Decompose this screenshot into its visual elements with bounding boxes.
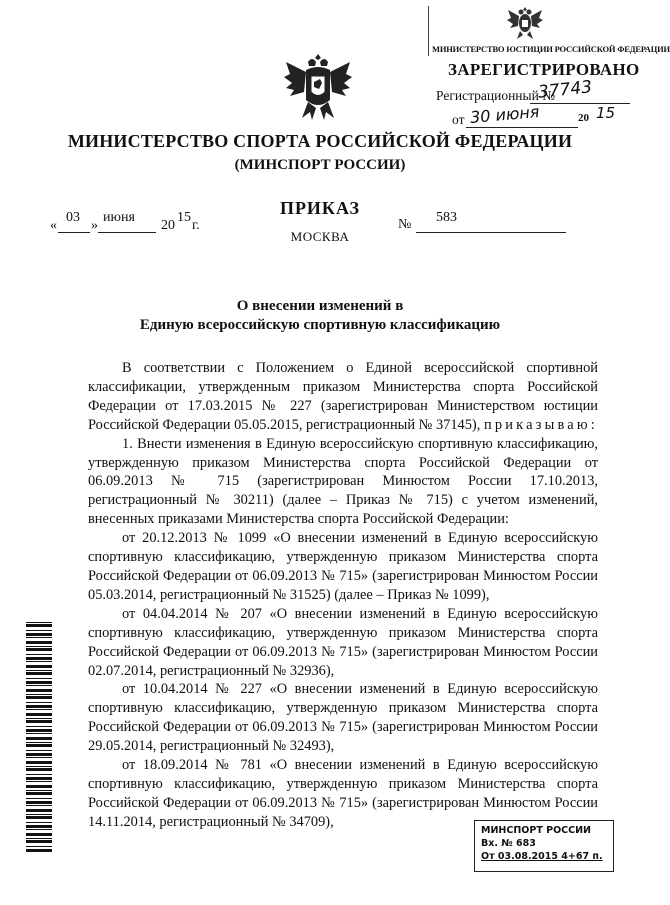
barcode-bar bbox=[26, 785, 52, 788]
order-number-underline bbox=[416, 232, 566, 233]
date-month: июня bbox=[103, 210, 135, 225]
order-number: 583 bbox=[436, 210, 457, 225]
paragraph-preamble bbox=[88, 359, 598, 435]
barcode-bar bbox=[26, 726, 52, 727]
barcode-bar bbox=[26, 654, 52, 655]
barcode-bar bbox=[26, 833, 52, 836]
preamble-text: В соответствии с Положением о Единой всероссийской спортивной классификации, утвержденным приказом Министерства спорта Российской Федерации от 17.03.2015 № 227 (зарегистрирован Министерством юстиции Российской Федерации 05.05.2015, регистрационный № 37145), bbox=[88, 360, 598, 433]
barcode-bar bbox=[26, 713, 52, 716]
order-number-sign: № bbox=[398, 217, 412, 232]
subject-line-2: Единую всероссийскую спортивную классификацию bbox=[139, 317, 501, 333]
barcode-bar bbox=[26, 792, 52, 795]
barcode-bar bbox=[26, 624, 52, 627]
date-quote-close: » bbox=[91, 218, 98, 233]
incoming-stamp-org: МИНСПОРТ РОССИИ bbox=[481, 825, 591, 836]
barcode-bar bbox=[26, 829, 52, 830]
barcode-bar bbox=[26, 646, 52, 647]
date-day: 03 bbox=[66, 210, 80, 225]
document-city: МОСКВА bbox=[290, 229, 350, 244]
date-year: 15 bbox=[177, 210, 191, 225]
stamp-coat-of-arms-icon bbox=[506, 4, 544, 42]
paragraph-amendment-781: от 18.09.2014 № 781 «О внесении изменений в Единую всероссийскую спортивную классификацию, утвержденную приказом Министерства спорта Российской Федерации от 06.09.2013 № 715» (зарегистрирован Минюстом России 14.11.2014, регистрационный № 34709), bbox=[88, 757, 598, 830]
barcode-bar bbox=[26, 761, 52, 764]
stamp-date-underline bbox=[466, 127, 578, 128]
paragraph-amendment-1099: от 20.12.2013 № 1099 «О внесении изменений в Единую всероссийскую спортивную классификацию, утвержденную приказом Министерства спорта Российской Федерации от 06.09.2013 № 715» (зарегистрирован Минюстом России 05.03.2014, регистрационный № 31525) (далее – Приказ № 1099), bbox=[88, 530, 598, 603]
paragraph-amendment-207: от 04.04.2014 № 207 «О внесении изменений в Единую всероссийскую спортивную классификацию, утвержденную приказом Министерства спорта Российской Федерации от 06.09.2013 № 715» (зарегистрирован Минюстом России 02.07.2014, регистрационный № 32936), bbox=[88, 605, 598, 679]
barcode-bar bbox=[26, 822, 52, 823]
barcode-bar bbox=[26, 670, 52, 671]
coat-of-arms-icon bbox=[282, 52, 354, 126]
barcode-bar bbox=[26, 672, 52, 675]
barcode-bar bbox=[26, 657, 52, 660]
stamp-year-handwritten: 15 bbox=[596, 104, 616, 122]
stamp-number-label: Регистрационный № bbox=[436, 88, 556, 103]
stamp-ministry-name: МИНИСТЕРСТВО ЮСТИЦИИ РОССИЙСКОЙ ФЕДЕРАЦИИ bbox=[432, 44, 670, 54]
stamp-number-handwritten: 37743 bbox=[537, 77, 593, 103]
document-subject bbox=[60, 297, 580, 335]
barcode-bar bbox=[26, 685, 52, 686]
subject-line-1: О внесении изменений в bbox=[236, 298, 404, 314]
barcode-bar bbox=[26, 750, 52, 751]
stamp-title: ЗАРЕГИСТРИРОВАНО bbox=[448, 60, 640, 79]
barcode-bar bbox=[26, 718, 52, 719]
barcode-bar bbox=[26, 630, 52, 631]
barcode-bar bbox=[26, 766, 52, 767]
barcode-bar bbox=[26, 665, 52, 668]
barcode-bar bbox=[26, 694, 52, 695]
paragraph-amendment-227: от 10.04.2014 № 227 «О внесении изменений в Единую всероссийскую спортивную классификацию, утвержденную приказом Министерства спорта Российской Федерации от 06.09.2013 № 715» (зарегистрирован Минюстом России 29.05.2014, регистрационный № 32493), bbox=[88, 681, 598, 755]
barcode-bar bbox=[26, 781, 52, 782]
barcode-bar bbox=[26, 737, 52, 740]
stamp-year-prefix: 20 bbox=[578, 112, 589, 124]
barcode-bar bbox=[26, 702, 52, 703]
barcode-bar bbox=[26, 641, 52, 644]
incoming-stamp bbox=[474, 820, 614, 872]
barcode-bar bbox=[26, 709, 52, 710]
stamp-date-handwritten: 30 июня bbox=[469, 102, 541, 127]
barcode-bar bbox=[26, 790, 52, 791]
barcode-bar bbox=[26, 705, 52, 708]
date-year-suffix: г. bbox=[192, 218, 200, 233]
barcode-bar bbox=[26, 777, 52, 780]
barcode-bar bbox=[26, 678, 52, 679]
barcode-bar bbox=[26, 768, 52, 771]
order-directive: приказываю: bbox=[483, 416, 598, 433]
ministry-short-name: (МИНСПОРТ РОССИИ) bbox=[234, 157, 406, 173]
barcode-bar bbox=[26, 648, 52, 651]
barcode-bar bbox=[26, 849, 52, 852]
barcode-bar bbox=[26, 661, 52, 662]
barcode-bar bbox=[26, 801, 52, 804]
barcode-bar bbox=[26, 633, 52, 636]
barcode-bar bbox=[26, 681, 52, 684]
barcode-bar bbox=[26, 753, 52, 756]
incoming-stamp-date: От 03.08.2015 4+67 п. bbox=[481, 851, 603, 862]
document-title: ПРИКАЗ bbox=[279, 198, 361, 218]
incoming-stamp-number: Вх. № 683 bbox=[481, 838, 536, 849]
ministry-name: МИНИСТЕРСТВО СПОРТА РОССИЙСКОЙ ФЕДЕРАЦИИ bbox=[67, 131, 573, 151]
day-underline bbox=[58, 232, 90, 233]
barcode-bar bbox=[26, 742, 52, 743]
barcode-bar bbox=[26, 809, 52, 812]
date-year-prefix: 20 bbox=[161, 218, 175, 233]
stamp-date-label: от bbox=[452, 112, 465, 127]
date-quote-open: « bbox=[50, 218, 57, 233]
barcode-bar bbox=[26, 744, 52, 747]
barcode-bar bbox=[26, 733, 52, 734]
barcode-bar bbox=[26, 757, 52, 758]
barcode-bar bbox=[26, 840, 52, 843]
barcode-bar bbox=[26, 637, 52, 638]
barcode-bar bbox=[26, 798, 52, 799]
barcode-bar bbox=[26, 729, 52, 732]
barcode-bar bbox=[26, 814, 52, 815]
month-underline bbox=[98, 232, 156, 233]
stamp-border-line bbox=[428, 6, 429, 56]
barcode-bar bbox=[26, 838, 52, 839]
barcode-bar bbox=[26, 622, 52, 623]
barcode-bar bbox=[26, 805, 52, 806]
document-body bbox=[88, 359, 598, 832]
barcode-bar bbox=[26, 846, 52, 847]
paragraph-item-1: 1. Внести изменения в Единую всероссийскую спортивную классификацию, утвержденную приказом Министерства спорта Российской Федерации от 06.09.2013 № 715 (зарегистрирован Минюстом России 17.10.2013, регистрационный № 30211) (далее – Приказ № 715) с учетом изменений, внесенных приказами Министерства спорта Российской Федерации: bbox=[88, 435, 598, 528]
barcode-bar bbox=[26, 696, 52, 699]
barcode-bar bbox=[26, 689, 52, 692]
barcode-bar bbox=[26, 720, 52, 723]
barcode-bar bbox=[26, 825, 52, 828]
barcode-icon bbox=[26, 622, 52, 850]
barcode-bar bbox=[26, 816, 52, 819]
barcode-bar bbox=[26, 774, 52, 775]
